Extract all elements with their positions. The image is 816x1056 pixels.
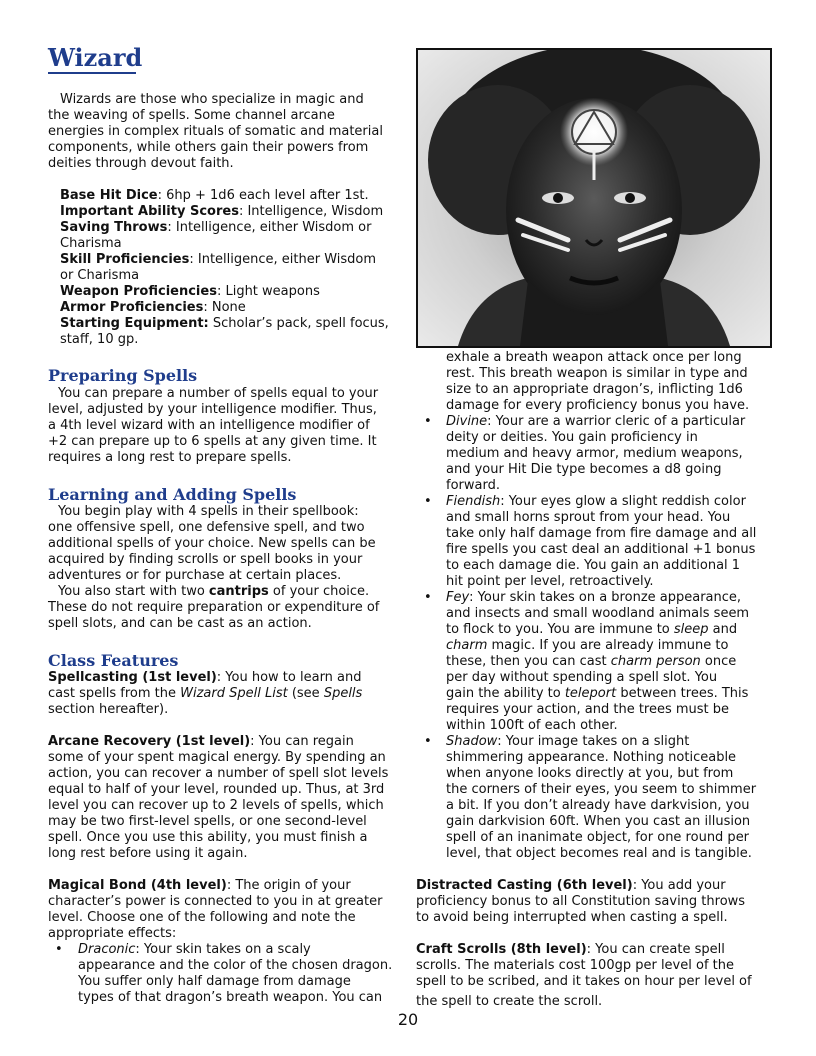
text-line: gain darkvision 60ft. When you cast an illusion xyxy=(446,814,751,829)
text-line: equal to half of your level, rounded up. Thus, at 3rd xyxy=(48,782,385,797)
text-line: You also start with two cantrips of your choice. xyxy=(58,584,370,599)
stat-armor-proficiencies: Armor Proficiencies: None xyxy=(60,300,246,315)
text-line: types of that dragon’s breath weapon. You can xyxy=(78,990,383,1005)
text-line: and insects and small woodland animals seem xyxy=(446,606,750,621)
text-line: to avoid being interrupted when casting a spell. xyxy=(416,910,728,925)
text-line: the corners of their eyes, you seem to shimmer xyxy=(446,782,757,797)
text-line: rest. This breath weapon is similar in type and xyxy=(446,366,748,381)
title-underline xyxy=(48,72,136,74)
text-line: gain the ability to teleport between trees. This xyxy=(446,686,749,701)
stat-starting-equipment-cont: staff, 10 gp. xyxy=(60,332,139,347)
text-line: level, that object becomes real and is tangible. xyxy=(446,846,752,861)
text-line: +2 can prepare up to 6 spells at any given time. It xyxy=(48,434,377,449)
text-line: take only half damage from fire damage and all xyxy=(446,526,757,541)
text-line: forward. xyxy=(446,478,500,493)
bullet-icon: • xyxy=(424,414,432,429)
text-line: may be two first-level spells, or one second-level xyxy=(48,814,367,829)
text-line: to each damage die. You gain an additional 1 xyxy=(446,558,741,573)
text-line: requires a long rest to prepare spells. xyxy=(48,450,292,465)
text-line: appearance and the color of the chosen dragon. xyxy=(78,958,393,973)
bullet-icon: • xyxy=(424,734,432,749)
intro-line: deities through devout faith. xyxy=(48,156,234,171)
text-line: damage for every proficiency bonus you have. xyxy=(446,398,750,413)
text-line: spell slots, and can be cast as an action. xyxy=(48,616,312,631)
text-line: These do not require preparation or expenditure of xyxy=(48,600,380,615)
stat-skill-proficiencies: Skill Proficiencies: Intelligence, either Wisdom xyxy=(60,252,377,267)
text-line: long rest before using it again. xyxy=(48,846,248,861)
bullet-icon: • xyxy=(424,590,432,605)
text-line: level, adjusted by your intelligence modifier. Thus, xyxy=(48,402,377,417)
page-number: 20 xyxy=(397,1010,419,1029)
stat-weapon-proficiencies: Weapon Proficiencies: Light weapons xyxy=(60,284,320,299)
text-line: Arcane Recovery (1st level): You can regain xyxy=(48,734,354,749)
stat-saving-throws-cont: Charisma xyxy=(60,236,122,251)
text-line: Divine: Your are a warrior cleric of a particular xyxy=(446,414,746,429)
text-line: Shadow: Your image takes on a slight xyxy=(446,734,690,749)
text-line: Magical Bond (4th level): The origin of your xyxy=(48,878,351,893)
intro-line: the weaving of spells. Some channel arcane xyxy=(48,108,335,123)
text-line: spell of an inanimate object, for one round per xyxy=(446,830,750,845)
intro-line: energies in complex rituals of somatic and material xyxy=(48,124,383,139)
text-line: Fey: Your skin takes on a bronze appearance, xyxy=(446,590,742,605)
text-line: level you can recover up to 2 levels of spells, which xyxy=(48,798,384,813)
class-features-heading: Class Features xyxy=(48,651,179,670)
text-line: You suffer only half damage from damage xyxy=(78,974,351,989)
text-line: section hereafter). xyxy=(48,702,169,717)
text-line: when anyone looks directly at you, but from xyxy=(446,766,734,781)
text-line: spell to be scribed, and it takes on hour per level of xyxy=(416,974,752,989)
text-line: proficiency bonus to all Constitution saving throws xyxy=(416,894,746,909)
text-line: within 100ft of each other. xyxy=(446,718,618,733)
text-line: level. Choose one of the following and note the xyxy=(48,910,356,925)
learning-spells-heading: Learning and Adding Spells xyxy=(48,485,297,504)
text-line: and your Hit Die type becomes a d8 going xyxy=(446,462,722,477)
stat-saving-throws: Saving Throws: Intelligence, either Wisdom or xyxy=(60,220,372,235)
stat-base-hit-dice: Base Hit Dice: 6hp + 1d6 each level after 1st. xyxy=(60,188,369,203)
text-line: to flock to you. You are immune to sleep and xyxy=(446,622,738,637)
text-line: requires your action, and the trees must be xyxy=(446,702,730,717)
text-line: shimmering appearance. Nothing noticeable xyxy=(446,750,737,765)
text-line: some of your spent magical energy. By spending an xyxy=(48,750,386,765)
text-line: appropriate effects: xyxy=(48,926,177,941)
text-line: the spell to create the scroll. xyxy=(416,994,603,1009)
text-line: additional spells of your choice. New spells can be xyxy=(48,536,376,551)
intro-line: components, while others gain their powers from xyxy=(48,140,369,155)
text-line: one offensive spell, one defensive spell, and two xyxy=(48,520,365,535)
text-line: hit point per level, retroactively. xyxy=(446,574,654,589)
stat-starting-equipment: Starting Equipment: Scholar’s pack, spell focus, xyxy=(60,316,389,331)
bullet-icon: • xyxy=(55,942,63,957)
text-line: character’s power is connected to you in at greater xyxy=(48,894,383,909)
text-line: deity or deities. You gain proficiency in xyxy=(446,430,698,445)
text-line: charm magic. If you are already immune to xyxy=(446,638,729,653)
text-line: acquired by finding scrolls or spell books in your xyxy=(48,552,363,567)
text-line: fire spells you cast deal an additional +1 bonus xyxy=(446,542,756,557)
stat-skill-proficiencies-cont: or Charisma xyxy=(60,268,140,283)
text-line: spell. Once you use this ability, you must finish a xyxy=(48,830,368,845)
stat-ability-scores: Important Ability Scores: Intelligence, Wisdom xyxy=(60,204,384,219)
wizard-portrait-image xyxy=(416,48,772,348)
bullet-icon: • xyxy=(424,494,432,509)
page-title: Wizard xyxy=(48,43,143,72)
preparing-spells-heading: Preparing Spells xyxy=(48,366,198,385)
text-line: exhale a breath weapon attack once per long xyxy=(446,350,742,365)
text-line: medium and heavy armor, medium weapons, xyxy=(446,446,743,461)
text-line: per day without spending a spell slot. You xyxy=(446,670,718,685)
text-line: action, you can recover a number of spell slot levels xyxy=(48,766,389,781)
text-line: a 4th level wizard with an intelligence modifier of xyxy=(48,418,370,433)
text-line: Draconic: Your skin takes on a scaly xyxy=(78,942,311,957)
text-line: adventures or for purchase at certain places. xyxy=(48,568,342,583)
text-line: size to an appropriate dragon’s, inflicting 1d6 xyxy=(446,382,743,397)
text-line: cast spells from the Wizard Spell List (see Spells xyxy=(48,686,363,701)
text-line: Distracted Casting (6th level): You add your xyxy=(416,878,726,893)
text-line: a bit. If you don’t already have darkvision, you xyxy=(446,798,750,813)
text-line: Fiendish: Your eyes glow a slight reddish color xyxy=(446,494,746,509)
text-line: scrolls. The materials cost 100gp per level of the xyxy=(416,958,734,973)
text-line: You begin play with 4 spells in their spellbook: xyxy=(58,504,359,519)
text-line: and small horns sprout from your head. You xyxy=(446,510,731,525)
intro-line: Wizards are those who specialize in magic and xyxy=(60,92,364,107)
text-line: Craft Scrolls (8th level): You can create spell xyxy=(416,942,725,957)
text-line: these, then you can cast charm person once xyxy=(446,654,737,669)
text-line: Spellcasting (1st level): You how to learn and xyxy=(48,670,362,685)
text-line: You can prepare a number of spells equal to your xyxy=(58,386,379,401)
